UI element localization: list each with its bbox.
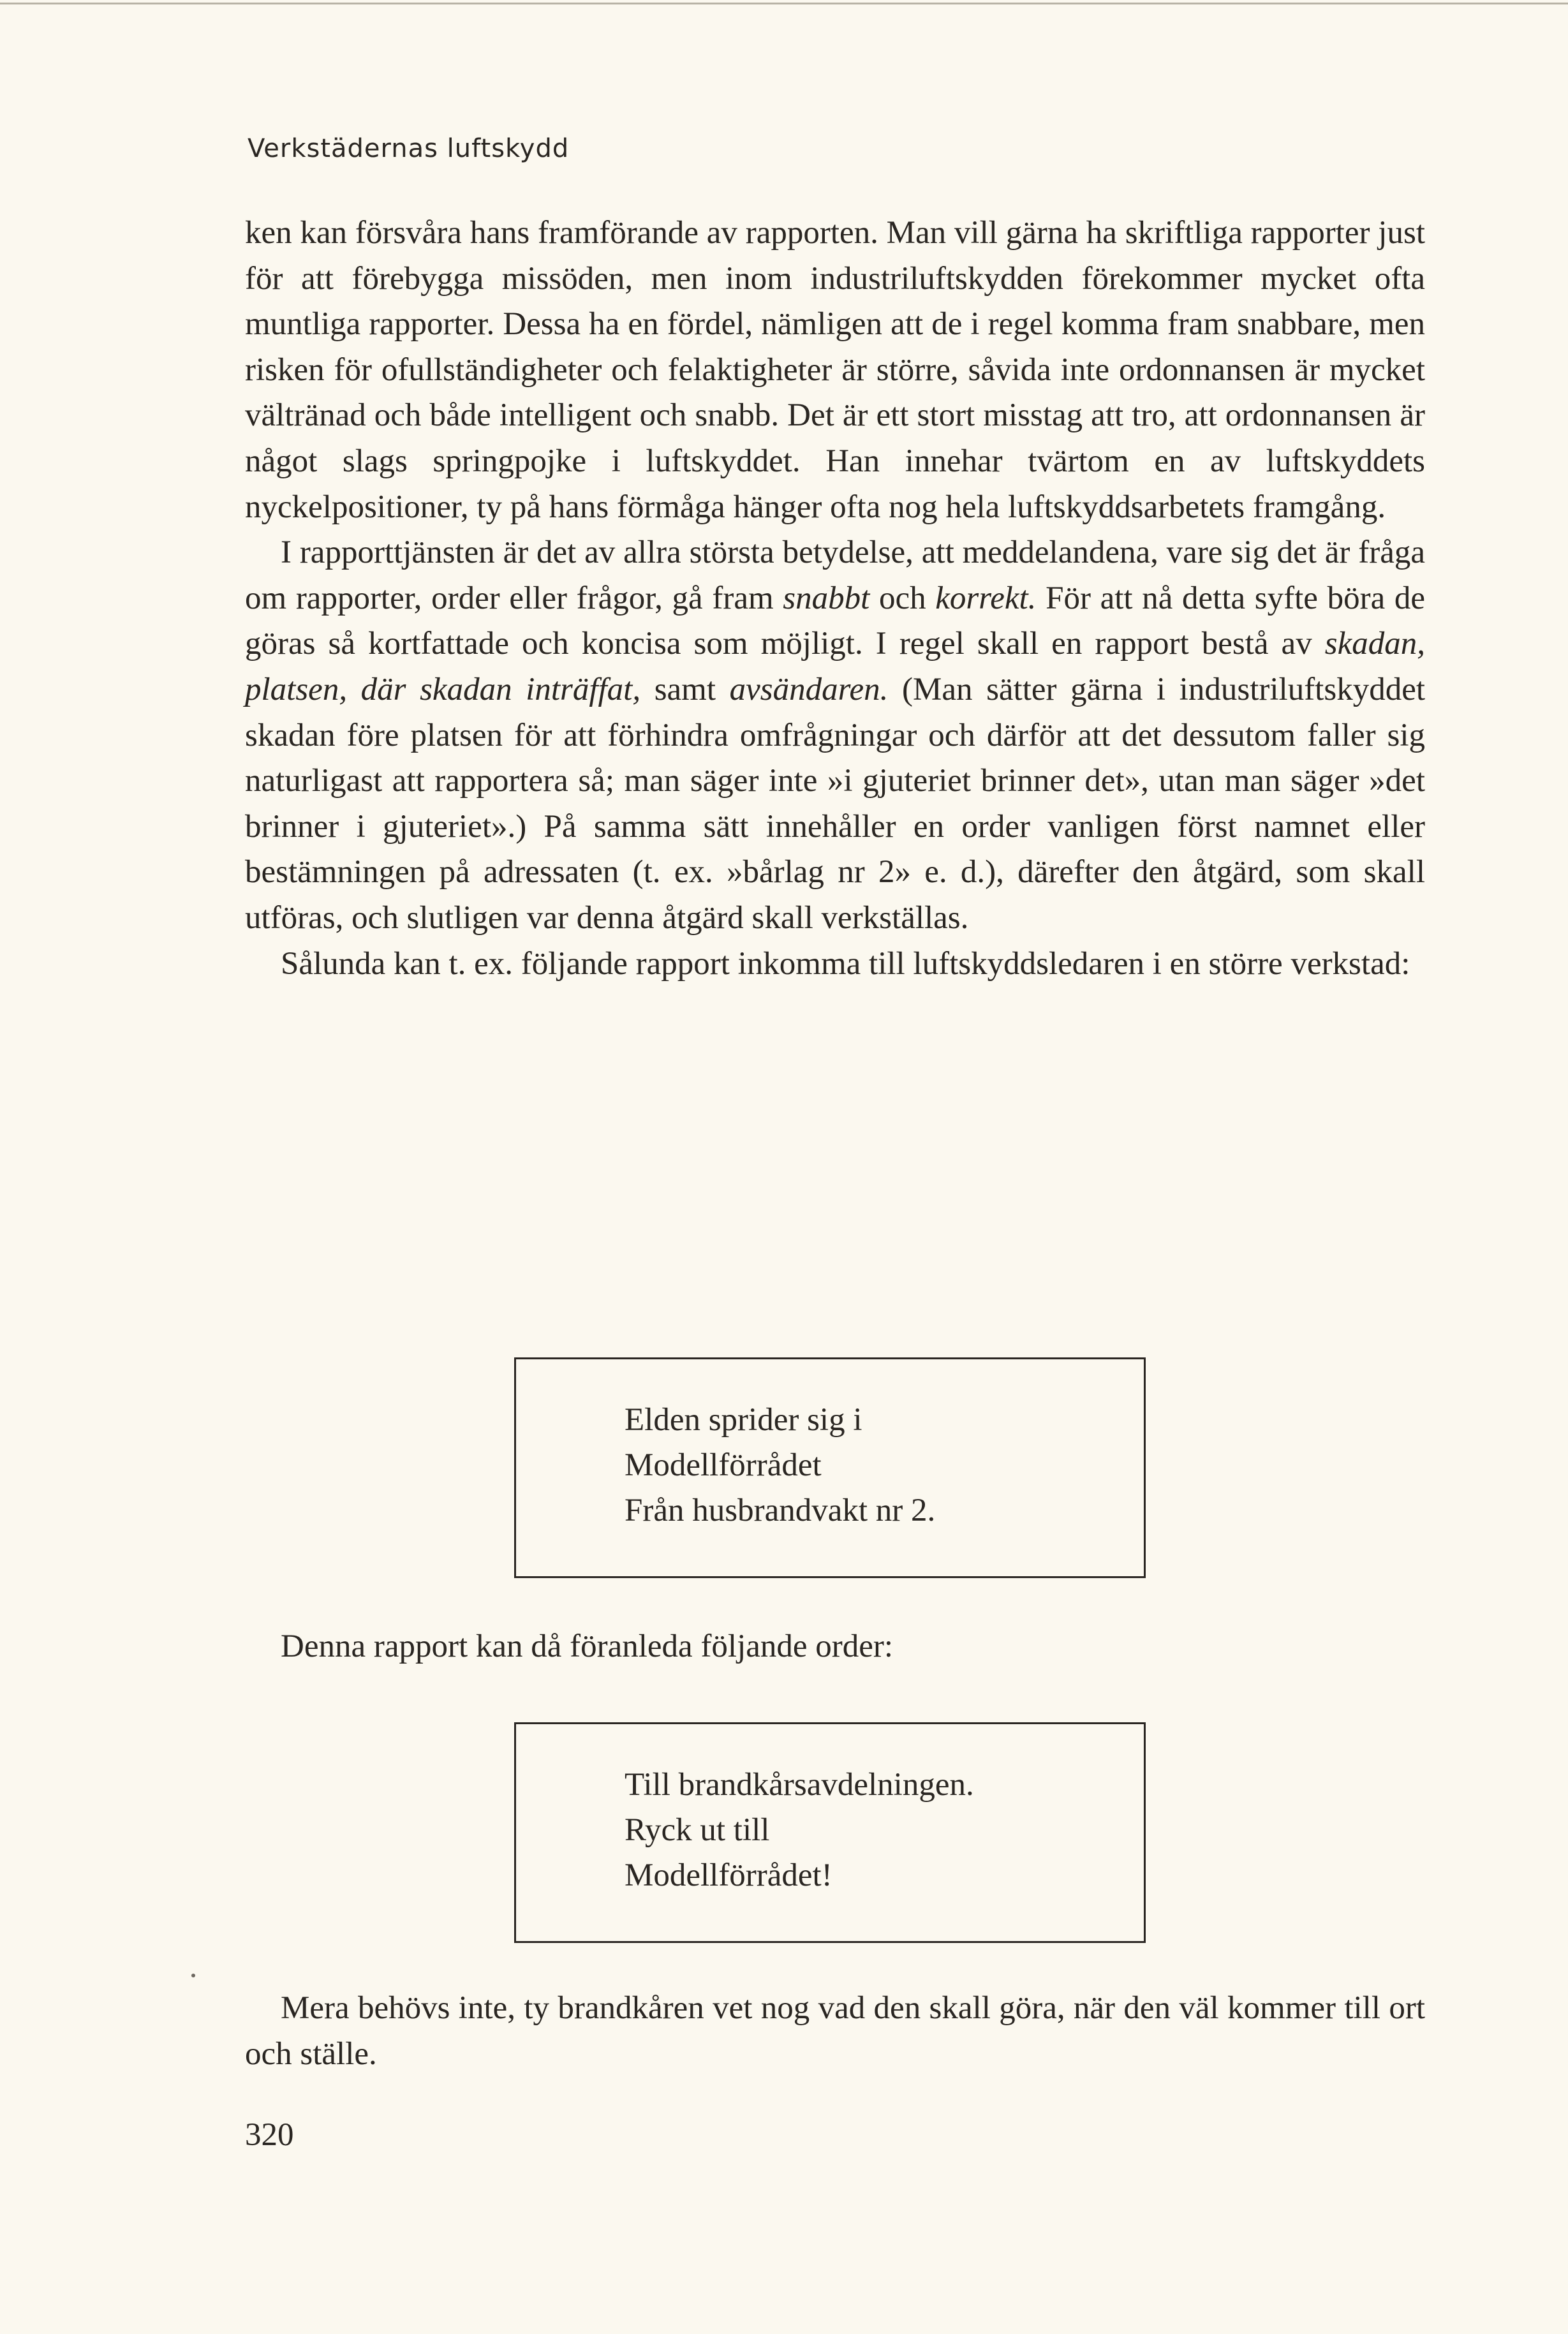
paragraph-1: ken kan försvåra hans framförande av rapporten. Man vill gärna ha skriftliga rapporter just för att förebygga missöden, men inom industriluftskydden förekommer mycket ofta muntliga rapporter. Dessa ha en fördel, nämligen att de i regel komma fram snabbare, men risken för ofullständigheter och felaktigheter är större, såvida inte ordonnansen är mycket vältränad och både intelligent och snabb. Det är ett stort misstag att tro, att ordonnansen är något slags springpojke i luftskyddet. Han innehar tvärtom en av luftskyddets nyckelpositioner, ty på hans förmåga hänger ofta nog hela luftskyddsarbetets framgång. <box>245 215 1425 525</box>
report-line-1: Elden sprider sig i <box>625 1402 862 1438</box>
paragraph-2 <box>245 530 1425 941</box>
report-line-3: Från husbrandvakt nr 2. <box>625 1493 936 1528</box>
order-example-box <box>514 1722 1146 1943</box>
order-line-1: Till brandkårsavdelningen. <box>625 1767 974 1803</box>
emphasis-snabbt: snabbt <box>783 580 870 616</box>
order-line-2: Ryck ut till <box>625 1812 770 1848</box>
paragraph-2-part-4: samt <box>640 671 730 707</box>
paragraph-2-part-2: och <box>869 580 936 616</box>
emphasis-avsandaren: avsändaren. <box>729 671 889 707</box>
closing-text: Mera behövs inte, ty brandkåren vet nog vad den skall göra, när den väl kommer till ort och ställe. <box>245 1990 1425 2072</box>
body-text <box>245 211 1425 987</box>
paragraph-3: Sålunda kan t. ex. följande rapport inkomma till luftskyddsledaren i en större verkstad: <box>281 945 1410 982</box>
margin-speck <box>191 1974 195 1977</box>
report-example-box <box>514 1357 1146 1578</box>
page-number: 320 <box>245 2117 294 2153</box>
emphasis-report-elements: skadan, platsen, där skadan inträffat, <box>245 626 1425 707</box>
paragraph-2-part-5: (Man sätter gärna i industriluftskyddet skadan före platsen för att förhindra omfrågningar och därför att det dessutom faller sig naturligast att rapportera så; man säger inte »i gjuteriet brinner det», utan man säger »det brinner i gjuteriet».) På samma sätt innehåller en order vanligen först namnet eller bestämningen på adressaten (t. ex. »bårlag nr 2» e. d.), därefter den åtgärd, som skall utföras, och slutligen var denna åtgärd skall verkställas. <box>245 671 1425 936</box>
closing-paragraph <box>245 1986 1425 2077</box>
order-intro-text: Denna rapport kan då föranleda följande order: <box>281 1629 894 1664</box>
emphasis-korrekt: korrekt. <box>935 580 1037 616</box>
running-head: Verkstädernas luftskydd <box>248 134 570 163</box>
paragraph-2-part-1: I rapporttjänsten är det av allra största betydelse, att meddelandena, vare sig det är fråga om rapporter, order eller frågor, gå fram <box>245 535 1425 616</box>
paragraph-2-part-3: För att nå detta syfte böra de göras så kortfattade och koncisa som möjligt. I regel skall en rapport bestå av <box>245 580 1426 662</box>
page-top-rule <box>0 3 1568 4</box>
report-line-2: Modellförrådet <box>625 1447 822 1483</box>
order-line-3: Modellförrådet! <box>625 1858 832 1893</box>
